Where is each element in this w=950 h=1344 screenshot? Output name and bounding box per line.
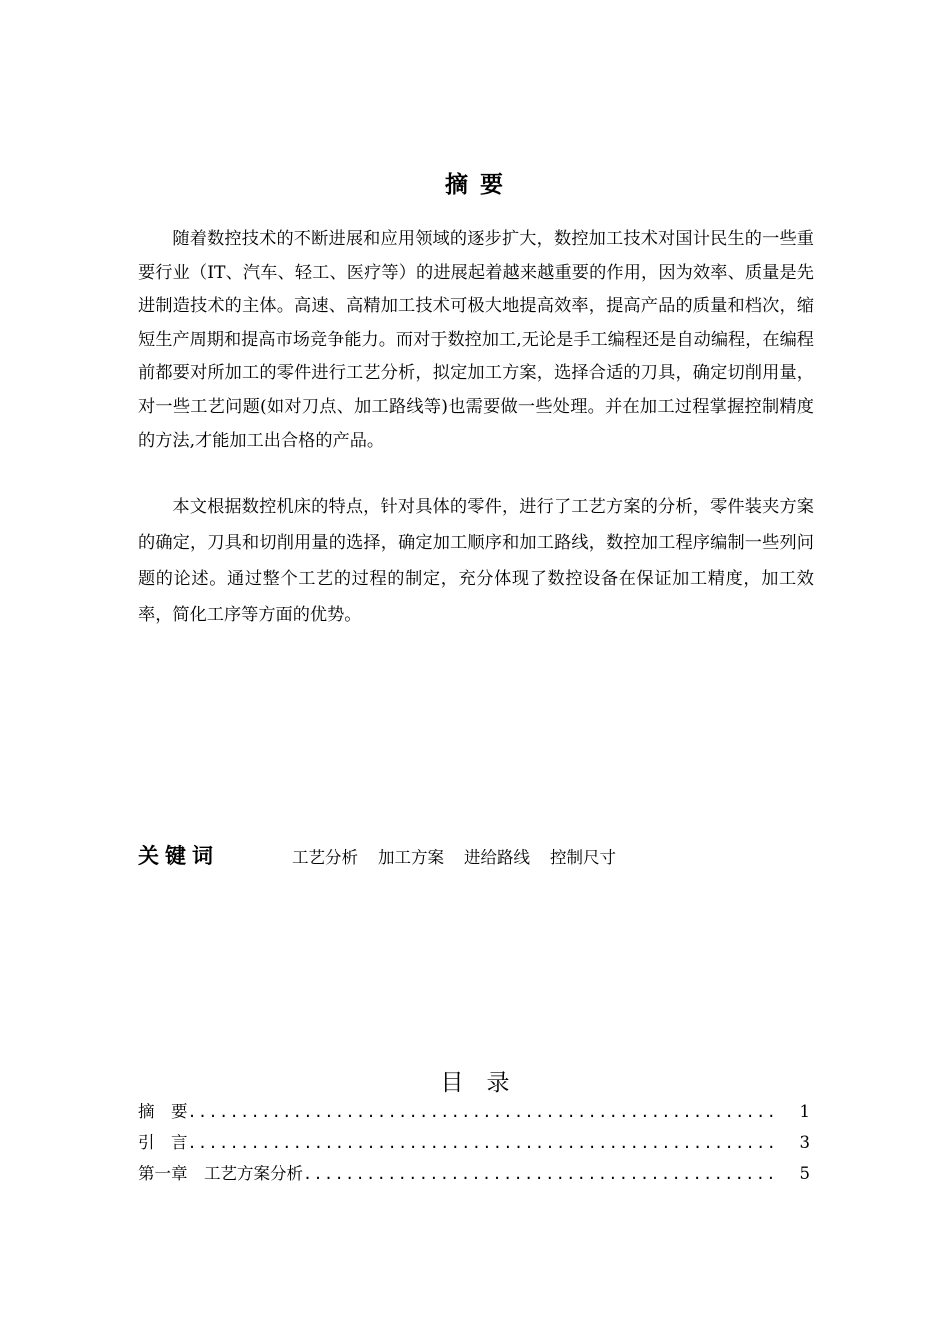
abstract-paragraph-2: 本文根据数控机床的特点，针对具体的零件，进行了工艺方案的分析，零件装夹方案的确定，刀具和切削用量的选择，确定加工顺序和加工路线，数控加工程序编制一些列问题的论述。通过整个工艺的过程的制定，充分体现了数控设备在保证加工精度，加工效率，简化工序等方面的优势。 [138, 497, 814, 625]
keyword-item: 进给路线 [464, 848, 530, 867]
toc-entry[interactable] [138, 1160, 810, 1191]
toc-entry-label: 第一章 工艺方案分析 [138, 1164, 303, 1183]
toc-leader-dots [188, 1098, 777, 1126]
keyword-item: 加工方案 [378, 848, 444, 867]
keywords-label: 关键词 [138, 844, 219, 868]
toc-entry-page: 1 [799, 1102, 810, 1121]
abstract-paragraph-1: 随着数控技术的不断进展和应用领域的逐步扩大，数控加工技术对国计民生的一些重要行业（IT、汽车、轻工、医疗等）的进展起着越来越重要的作用，因为效率、质量是先进制造技术的主体。高速、高精加工技术可极大地提高效率，提高产品的质量和档次，缩短生产周期和提高市场竞争能力。而对于数控加工,无论是手工编程还是自动编程，在编程前都要对所加工的零件进行工艺分析，拟定加工方案，选择合适的刀具，确定切削用量，对一些工艺问题(如对刀点、加工路线等)也需要做一些处理。并在加工过程掌握控制精度的方法,才能加工出合格的产品。 [138, 229, 814, 451]
toc-title: 目 录 [440, 1070, 510, 1096]
toc-leader-dots [303, 1160, 776, 1188]
keyword-item: 工艺分析 [292, 848, 358, 867]
toc-entry[interactable] [138, 1098, 810, 1129]
toc-entry-label: 摘 要 [138, 1102, 188, 1121]
table-of-contents [138, 1098, 810, 1191]
abstract-title: 摘 要 [444, 172, 505, 198]
toc-entry-page: 3 [799, 1133, 810, 1152]
toc-entry-page: 5 [799, 1164, 810, 1183]
keywords-section [138, 840, 636, 870]
toc-leader-dots [188, 1129, 777, 1157]
toc-entry[interactable] [138, 1129, 810, 1160]
keyword-item: 控制尺寸 [550, 848, 616, 867]
toc-entry-label: 引 言 [138, 1133, 188, 1152]
